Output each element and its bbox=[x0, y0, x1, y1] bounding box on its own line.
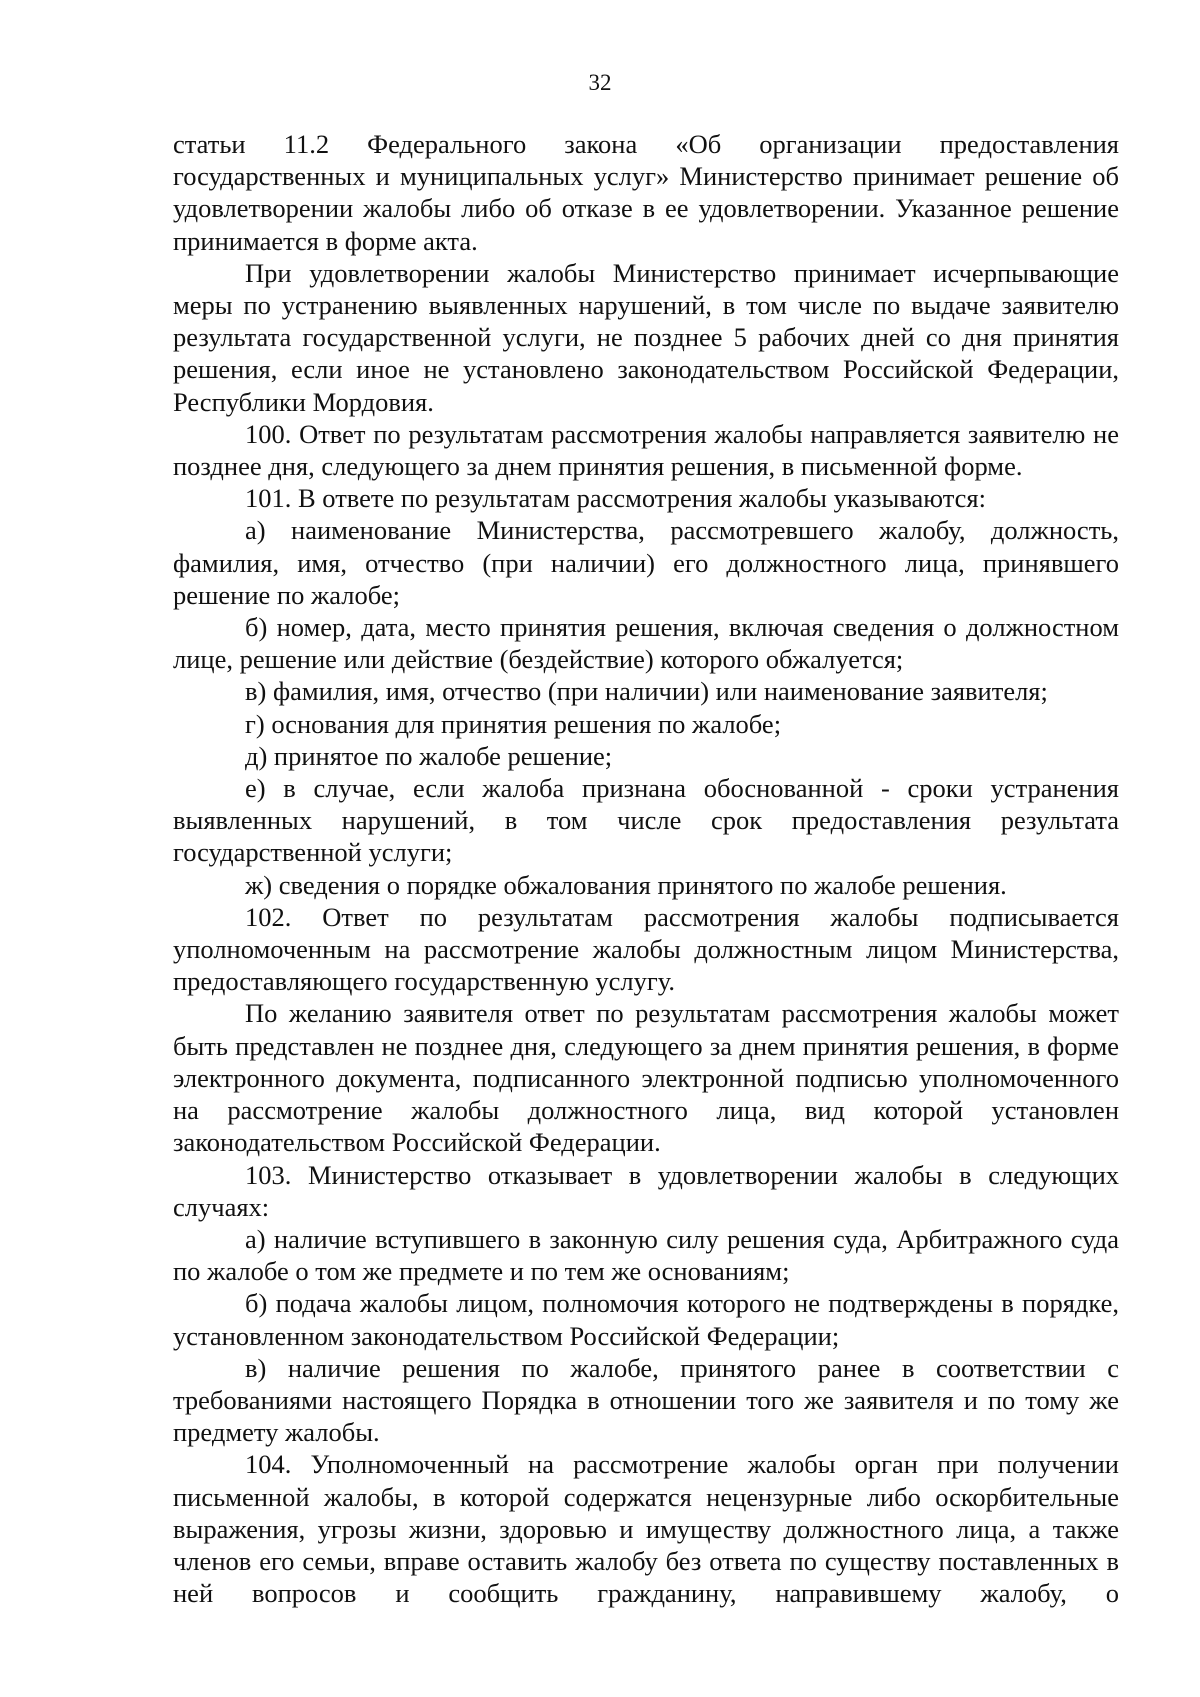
list-item-zh: ж) сведения о порядке обжалования принятого по жалобе решения. bbox=[245, 869, 1007, 900]
list-item-v: в) фамилия, имя, отчество (при наличии) или наименование заявителя; bbox=[245, 676, 1048, 707]
list-item-b: б) номер, дата, место принятия решения, включая сведения о должностном лице, решение или действие (бездействие) которого обжалуется; bbox=[173, 612, 1119, 675]
list-item-a: а) наличие вступившего в законную силу решения суда, Арбитражного суда по жалобе о том же предмете и по тем же основаниям; bbox=[173, 1223, 1119, 1287]
paragraph: По желанию заявителя ответ по результатам рассмотрения жалобы может быть представлен не позднее дня, следующего за днем принятия решения, в форме электронного документа, подписанного электронной подписью уполномоченного на рассмотрение жалобы должностного лица, вид которой установлен законодательством Российской Федерации. bbox=[173, 998, 1119, 1158]
page-number: 32 bbox=[588, 70, 612, 95]
list-item-g: г) основания для принятия решения по жалобе; bbox=[245, 708, 782, 739]
paragraph-item-103: 103. Министерство отказывает в удовлетворении жалобы в следующих случаях: bbox=[173, 1159, 1119, 1222]
paragraph-item-104: 104. Уполномоченный на рассмотрение жалобы орган при получении письменной жалобы, в которой содержатся нецензурные либо оскорбительные выражения, угрозы жизни, здоровью и имуществу должностного лица, а также членов его семьи, вправе оставить жалобу без ответа по существу поставленных в ней вопросов и сообщить гражданину, направившему жалобу, о bbox=[173, 1449, 1119, 1609]
paragraph-item-102: 102. Ответ по результатам рассмотрения жалобы подписывается уполномоченным на рассмотрение жалобы должностным лицом Министерства, предоставляющего государственную услугу. bbox=[173, 901, 1119, 997]
list-item-v: в) наличие решения по жалобе, принятого ранее в соответствии с требованиями настоящего Порядка в отношении того же заявителя и по тому же предмету жалобы. bbox=[173, 1352, 1119, 1448]
list-item-a: а) наименование Министерства, рассмотревшего жалобу, должность, фамилия, имя, отчество (при наличии) его должностного лица, принявшего решение по жалобе; bbox=[173, 515, 1119, 610]
paragraph-item-101: 101. В ответе по результатам рассмотрения жалобы указываются: bbox=[245, 483, 986, 514]
list-item-b: б) подача жалобы лицом, полномочия которого не подтверждены в порядке, установленном законодательством Российской Федерации; bbox=[173, 1288, 1119, 1351]
paragraph-item-100: 100. Ответ по результатам рассмотрения жалобы направляется заявителю не позднее дня, следующего за днем принятия решения, в письменной форме. bbox=[173, 418, 1119, 482]
list-item-e: е) в случае, если жалоба признана обоснованной - сроки устранения выявленных нарушений, в том числе срок предоставления результата государственной услуги; bbox=[173, 773, 1119, 868]
paragraph: При удовлетворении жалобы Министерство принимает исчерпывающие меры по устранению выявленных нарушений, в том числе по выдаче заявителю результата государственной услуги, не позднее 5 рабочих дней со дня принятия решения, если иное не установлено законодательством Российской Федерации, Республики Мордовия. bbox=[173, 257, 1119, 417]
paragraph-continuation: статьи 11.2 Федерального закона «Об организации предоставления государственных и муниципальных услуг» Министерство принимает решение об удовлетворении жалобы либо об отказе в ее удовлетворении. Указанное решение принимается в форме акта. bbox=[173, 129, 1119, 256]
document-body bbox=[173, 128, 1119, 1609]
list-item-d: д) принятое по жалобе решение; bbox=[245, 740, 613, 771]
